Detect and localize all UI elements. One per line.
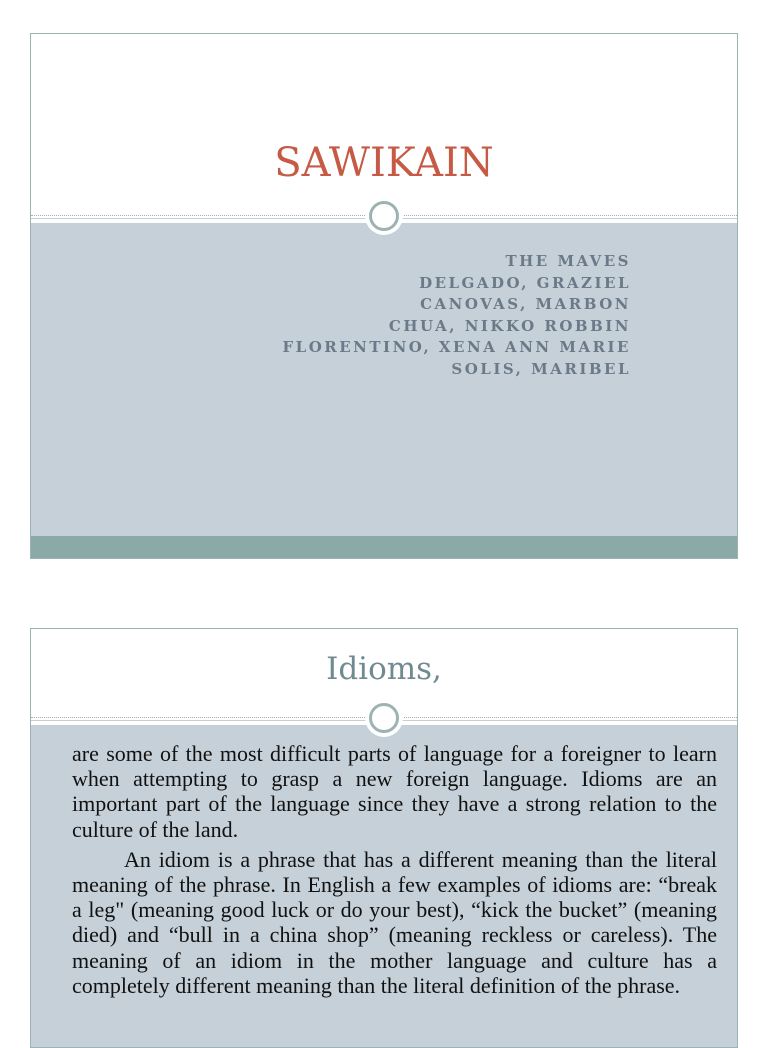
slide-title: Idioms, (326, 651, 442, 687)
member-name: FLORENTINO, XENA ANN MARIE (282, 338, 631, 356)
slide-body-text (72, 741, 717, 1003)
member-name: SOLIS, MARIBEL (451, 359, 631, 378)
group-name: THE MAVES (505, 252, 631, 270)
title-slide (30, 33, 738, 559)
paragraph: are some of the most difficult parts of language for a foreigner to learn when attempting to grasp a new foreign language. Idioms are an important part of the language since they have a strong relation to the culture of the land. (72, 741, 717, 842)
circle-ornament-icon (365, 197, 403, 235)
member-name: CHUA, NIKKO ROBBIN (388, 316, 631, 335)
slide-title: SAWIKAIN (274, 140, 494, 186)
group-members (283, 251, 631, 380)
paragraph: An idiom is a phrase that has a different meaning than the literal meaning of the phrase. In English a few examples of idioms are: “break a leg" (meaning good luck or do your best), “kick the bucket” (meaning died) and “bull in a china shop” (meaning reckless or careless). The meaning of an idiom in the mother language and culture has a completely different meaning than the literal definition of the phrase. (72, 846, 717, 998)
footer-band (31, 536, 737, 559)
content-slide (30, 628, 738, 1048)
member-name: CANOVAS, MARBON (420, 295, 631, 313)
circle-ornament-icon (365, 699, 403, 737)
title-area (31, 34, 737, 223)
member-name: DELGADO, GRAZIEL (419, 273, 631, 292)
